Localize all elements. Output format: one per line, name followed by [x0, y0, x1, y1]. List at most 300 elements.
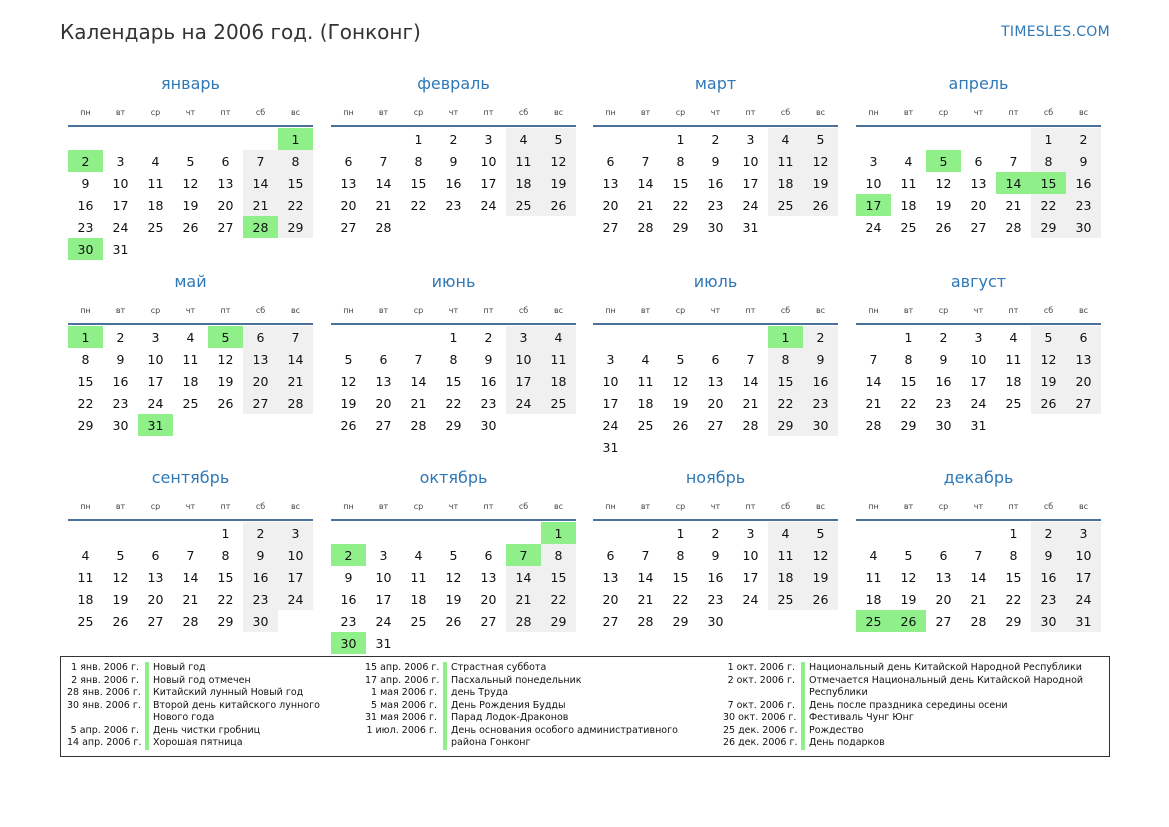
- weekday-label: вт: [115, 502, 126, 511]
- day-cell: 16: [1031, 566, 1066, 588]
- weekday-header: [856, 502, 1101, 516]
- day-cell: 18: [410, 591, 427, 607]
- month-block: [856, 272, 1101, 436]
- weekday-label: пн: [868, 502, 879, 511]
- weekday-label: вс: [1078, 306, 1089, 315]
- day-cell: 5: [676, 351, 685, 367]
- day-cell: 13: [1066, 348, 1101, 370]
- day-cell: 10: [970, 351, 987, 367]
- weekday-header: [856, 108, 1101, 122]
- weekday-header: [856, 306, 1101, 320]
- empty-cell: [366, 522, 401, 544]
- day-cell: 14: [637, 569, 654, 585]
- day-cell: 4: [81, 547, 90, 563]
- day-cell: 19: [445, 591, 462, 607]
- weekday-header: [331, 502, 576, 516]
- days-grid: [331, 326, 576, 436]
- weekday-label: ср: [150, 108, 161, 117]
- day-cell: 17: [147, 373, 164, 389]
- day-cell: 7: [243, 150, 278, 172]
- day-cell: 17: [1066, 566, 1101, 588]
- day-cell: 18: [182, 373, 199, 389]
- legend-holiday-name: День Рождения Будды: [443, 700, 713, 713]
- empty-cell: [856, 128, 891, 150]
- holiday-day-cell: 5: [926, 150, 961, 172]
- day-cell: 5: [1031, 326, 1066, 348]
- weekday-header: [331, 306, 576, 320]
- legend-date: 14 апр. 2006 г.: [67, 737, 142, 748]
- day-cell: 19: [935, 197, 952, 213]
- day-cell: 25: [506, 194, 541, 216]
- weekday-label: пн: [343, 502, 354, 511]
- day-cell: 24: [375, 613, 392, 629]
- empty-cell: [366, 128, 401, 150]
- day-cell: 5: [904, 547, 913, 563]
- holiday-day-cell: 1: [278, 128, 313, 150]
- weekday-header: [68, 306, 313, 320]
- legend-holiday-name: Страстная суббота: [443, 662, 713, 675]
- day-cell: 27: [340, 219, 357, 235]
- day-cell: 20: [340, 197, 357, 213]
- legend-holiday-name: Пасхальный понедельник: [443, 675, 713, 688]
- weekday-label: сб: [780, 502, 791, 511]
- day-cell: 22: [672, 591, 689, 607]
- weekday-label: вт: [115, 108, 126, 117]
- empty-cell: [366, 326, 401, 348]
- day-cell: 30: [707, 219, 724, 235]
- day-cell: 22: [445, 395, 462, 411]
- day-cell: 24: [865, 219, 882, 235]
- day-cell: 23: [445, 197, 462, 213]
- legend-item: [723, 675, 1091, 700]
- legend-item: [67, 662, 357, 675]
- day-cell: 26: [541, 194, 576, 216]
- weekday-label: ср: [675, 306, 686, 315]
- day-cell: 10: [742, 547, 759, 563]
- day-cell: 1: [904, 329, 913, 345]
- day-cell: 8: [1009, 547, 1018, 563]
- legend-date: 5 апр. 2006 г.: [70, 724, 139, 736]
- month-divider: [331, 323, 576, 325]
- legend-date: 1 мая 2006 г.: [371, 687, 437, 698]
- weekday-label: вт: [640, 502, 651, 511]
- day-cell: 2: [803, 326, 838, 348]
- day-cell: 19: [182, 197, 199, 213]
- month-name: сентябрь: [151, 468, 230, 487]
- day-cell: 6: [711, 351, 720, 367]
- month-divider: [593, 125, 838, 127]
- day-cell: 27: [375, 417, 392, 433]
- legend-holiday-name: Второй день китайского лунного Нового года: [145, 700, 357, 725]
- weekday-label: чт: [185, 502, 196, 511]
- day-cell: 9: [243, 544, 278, 566]
- legend-item: [67, 700, 357, 725]
- day-cell: 7: [641, 547, 650, 563]
- weekday-header: [331, 108, 576, 122]
- legend-date: 2 окт. 2006 г.: [727, 674, 795, 686]
- days-grid: [331, 128, 576, 238]
- month-divider: [856, 125, 1101, 127]
- day-cell: 24: [970, 395, 987, 411]
- day-cell: 27: [1066, 392, 1101, 414]
- day-cell: 1: [414, 131, 423, 147]
- day-cell: 2: [449, 131, 458, 147]
- day-cell: 22: [278, 194, 313, 216]
- day-cell: 25: [147, 219, 164, 235]
- day-cell: 3: [746, 525, 755, 541]
- day-cell: 4: [414, 547, 423, 563]
- holiday-day-cell: 2: [331, 544, 366, 566]
- day-cell: 6: [974, 153, 983, 169]
- day-cell: 26: [217, 395, 234, 411]
- day-cell: 12: [182, 175, 199, 191]
- day-cell: 5: [803, 522, 838, 544]
- day-cell: 4: [641, 351, 650, 367]
- day-cell: 24: [112, 219, 129, 235]
- day-cell: 27: [480, 613, 497, 629]
- month-divider: [68, 323, 313, 325]
- weekday-header: [68, 502, 313, 516]
- day-cell: 24: [1066, 588, 1101, 610]
- day-cell: 26: [935, 219, 952, 235]
- day-cell: 17: [480, 175, 497, 191]
- weekday-label: ср: [938, 502, 949, 511]
- day-cell: 6: [151, 547, 160, 563]
- weekday-label: пн: [80, 502, 91, 511]
- month-divider: [331, 125, 576, 127]
- weekday-header: [593, 502, 838, 516]
- day-cell: 6: [379, 351, 388, 367]
- empty-cell: [926, 522, 961, 544]
- weekday-label: ср: [675, 108, 686, 117]
- weekday-label: вт: [903, 108, 914, 117]
- day-cell: 11: [900, 175, 917, 191]
- day-cell: 22: [768, 392, 803, 414]
- day-cell: 3: [1066, 522, 1101, 544]
- empty-cell: [996, 128, 1031, 150]
- holiday-day-cell: 26: [891, 610, 926, 632]
- weekday-label: вт: [378, 108, 389, 117]
- day-cell: 29: [278, 216, 313, 238]
- day-cell: 24: [742, 197, 759, 213]
- day-cell: 20: [707, 395, 724, 411]
- days-grid: [68, 326, 313, 436]
- day-cell: 3: [116, 153, 125, 169]
- day-cell: 9: [803, 348, 838, 370]
- day-cell: 4: [506, 128, 541, 150]
- day-cell: 25: [77, 613, 94, 629]
- day-cell: 26: [803, 588, 838, 610]
- empty-cell: [138, 522, 173, 544]
- weekday-label: вс: [815, 502, 826, 511]
- day-cell: 7: [379, 153, 388, 169]
- day-cell: 3: [151, 329, 160, 345]
- month-divider: [68, 519, 313, 521]
- weekday-label: сб: [1043, 108, 1054, 117]
- day-cell: 25: [1005, 395, 1022, 411]
- day-cell: 30: [480, 417, 497, 433]
- day-cell: 9: [81, 175, 90, 191]
- legend-item: [723, 712, 1091, 725]
- day-cell: 31: [602, 439, 619, 455]
- weekday-label: пт: [483, 502, 494, 511]
- day-cell: 21: [506, 588, 541, 610]
- day-cell: 31: [1066, 610, 1101, 632]
- weekday-label: ср: [413, 502, 424, 511]
- holiday-day-cell: 28: [243, 216, 278, 238]
- day-cell: 21: [182, 591, 199, 607]
- day-cell: 8: [221, 547, 230, 563]
- month-name: июль: [693, 272, 738, 291]
- day-cell: 13: [243, 348, 278, 370]
- day-cell: 12: [935, 175, 952, 191]
- day-cell: 8: [541, 544, 576, 566]
- day-cell: 19: [541, 172, 576, 194]
- day-cell: 30: [243, 610, 278, 632]
- empty-cell: [663, 326, 698, 348]
- legend-holiday-name: Отмечается Национальный день Китайской Народной Республики: [801, 675, 1091, 700]
- weekday-header: [593, 108, 838, 122]
- day-cell: 22: [541, 588, 576, 610]
- day-cell: 20: [217, 197, 234, 213]
- day-cell: 24: [278, 588, 313, 610]
- day-cell: 16: [112, 373, 129, 389]
- day-cell: 11: [77, 569, 94, 585]
- day-cell: 16: [480, 373, 497, 389]
- day-cell: 20: [1066, 370, 1101, 392]
- empty-cell: [593, 326, 628, 348]
- day-cell: 23: [707, 591, 724, 607]
- holiday-day-cell: 7: [506, 544, 541, 566]
- month-block: [856, 468, 1101, 632]
- day-cell: 17: [112, 197, 129, 213]
- day-cell: 16: [243, 566, 278, 588]
- month-block: [593, 272, 838, 458]
- empty-cell: [471, 522, 506, 544]
- legend-holiday-name: Новый год: [145, 662, 357, 675]
- day-cell: 15: [77, 373, 94, 389]
- day-cell: 17: [602, 395, 619, 411]
- day-cell: 1: [676, 525, 685, 541]
- month-name: октябрь: [419, 468, 488, 487]
- weekday-label: чт: [448, 502, 459, 511]
- day-cell: 3: [974, 329, 983, 345]
- weekday-label: пт: [745, 108, 756, 117]
- day-cell: 21: [637, 591, 654, 607]
- legend-holiday-name: Китайский лунный Новый год: [145, 687, 357, 700]
- day-cell: 16: [77, 197, 94, 213]
- day-cell: 4: [904, 153, 913, 169]
- weekday-label: вс: [553, 108, 564, 117]
- day-cell: 14: [637, 175, 654, 191]
- day-cell: 21: [1005, 197, 1022, 213]
- day-cell: 4: [768, 522, 803, 544]
- page-title: Календарь на 2006 год. (Гонконг): [60, 20, 421, 44]
- day-cell: 28: [182, 613, 199, 629]
- day-cell: 4: [186, 329, 195, 345]
- weekday-label: пт: [220, 306, 231, 315]
- day-cell: 7: [869, 351, 878, 367]
- month-name: январь: [161, 74, 220, 93]
- days-grid: [593, 128, 838, 238]
- month-divider: [331, 519, 576, 521]
- day-cell: 13: [707, 373, 724, 389]
- day-cell: 14: [506, 566, 541, 588]
- day-cell: 29: [445, 417, 462, 433]
- empty-cell: [68, 128, 103, 150]
- holiday-day-cell: 31: [138, 414, 173, 436]
- empty-cell: [891, 522, 926, 544]
- day-cell: 2: [116, 329, 125, 345]
- empty-cell: [68, 522, 103, 544]
- weekday-label: чт: [185, 108, 196, 117]
- day-cell: 9: [939, 351, 948, 367]
- legend-date: 7 окт. 2006 г.: [727, 699, 795, 711]
- month-block: [331, 74, 576, 238]
- day-cell: 5: [116, 547, 125, 563]
- day-cell: 13: [147, 569, 164, 585]
- day-cell: 11: [637, 373, 654, 389]
- weekday-label: пт: [745, 502, 756, 511]
- day-cell: 18: [865, 591, 882, 607]
- legend-item: [365, 675, 713, 688]
- month-block: [331, 468, 576, 654]
- day-cell: 4: [768, 128, 803, 150]
- day-cell: 26: [803, 194, 838, 216]
- day-cell: 26: [445, 613, 462, 629]
- day-cell: 29: [768, 414, 803, 436]
- day-cell: 27: [707, 417, 724, 433]
- weekday-label: вт: [378, 306, 389, 315]
- day-cell: 7: [974, 547, 983, 563]
- day-cell: 2: [711, 525, 720, 541]
- day-cell: 9: [711, 547, 720, 563]
- weekday-label: вс: [290, 306, 301, 315]
- empty-cell: [926, 128, 961, 150]
- empty-cell: [593, 522, 628, 544]
- weekday-label: сб: [255, 306, 266, 315]
- legend-item: [365, 700, 713, 713]
- day-cell: 18: [147, 197, 164, 213]
- day-cell: 16: [803, 370, 838, 392]
- days-grid: [856, 326, 1101, 436]
- legend-item: [365, 687, 713, 700]
- weekday-label: чт: [973, 502, 984, 511]
- day-cell: 15: [278, 172, 313, 194]
- day-cell: 31: [112, 241, 129, 257]
- day-cell: 9: [1066, 150, 1101, 172]
- day-cell: 23: [1031, 588, 1066, 610]
- day-cell: 21: [278, 370, 313, 392]
- day-cell: 22: [77, 395, 94, 411]
- legend-date: 1 июл. 2006 г.: [366, 724, 437, 736]
- legend-date: 2 янв. 2006 г.: [71, 674, 139, 686]
- day-cell: 15: [768, 370, 803, 392]
- day-cell: 15: [672, 569, 689, 585]
- day-cell: 2: [1066, 128, 1101, 150]
- weekday-label: ср: [675, 502, 686, 511]
- day-cell: 3: [606, 351, 615, 367]
- legend-holiday-name: Парад Лодок-Драконов: [443, 712, 713, 725]
- weekday-label: вс: [815, 306, 826, 315]
- day-cell: 28: [278, 392, 313, 414]
- day-cell: 14: [278, 348, 313, 370]
- weekday-label: пн: [868, 108, 879, 117]
- day-cell: 2: [484, 329, 493, 345]
- month-name: июнь: [431, 272, 476, 291]
- weekday-label: чт: [973, 306, 984, 315]
- day-cell: 24: [506, 392, 541, 414]
- day-cell: 25: [768, 588, 803, 610]
- day-cell: 5: [449, 547, 458, 563]
- day-cell: 21: [865, 395, 882, 411]
- day-cell: 29: [1031, 216, 1066, 238]
- day-cell: 1: [449, 329, 458, 345]
- day-cell: 1: [221, 525, 230, 541]
- day-cell: 25: [182, 395, 199, 411]
- empty-cell: [628, 522, 663, 544]
- weekday-label: ср: [413, 306, 424, 315]
- day-cell: 30: [112, 417, 129, 433]
- day-cell: 13: [602, 569, 619, 585]
- day-cell: 28: [637, 219, 654, 235]
- weekday-label: ср: [938, 306, 949, 315]
- legend-date: 28 янв. 2006 г.: [67, 687, 141, 698]
- day-cell: 8: [1031, 150, 1066, 172]
- weekday-label: ср: [150, 306, 161, 315]
- day-cell: 3: [869, 153, 878, 169]
- day-cell: 5: [344, 351, 353, 367]
- day-cell: 6: [606, 547, 615, 563]
- days-grid: [68, 128, 313, 260]
- day-cell: 19: [672, 395, 689, 411]
- holiday-day-cell: 1: [768, 326, 803, 348]
- day-cell: 15: [217, 569, 234, 585]
- day-cell: 28: [410, 417, 427, 433]
- empty-cell: [506, 522, 541, 544]
- day-cell: 14: [865, 373, 882, 389]
- day-cell: 16: [707, 175, 724, 191]
- day-cell: 14: [970, 569, 987, 585]
- day-cell: 8: [449, 351, 458, 367]
- empty-cell: [173, 128, 208, 150]
- day-cell: 21: [637, 197, 654, 213]
- day-cell: 18: [506, 172, 541, 194]
- weekday-label: сб: [1043, 306, 1054, 315]
- holiday-day-cell: 30: [68, 238, 103, 260]
- day-cell: 17: [970, 373, 987, 389]
- day-cell: 31: [742, 219, 759, 235]
- day-cell: 31: [970, 417, 987, 433]
- legend-item: [723, 725, 1091, 738]
- day-cell: 6: [243, 326, 278, 348]
- day-cell: 14: [375, 175, 392, 191]
- day-cell: 22: [217, 591, 234, 607]
- site-logo[interactable]: TIMESLES.COM: [1001, 24, 1110, 40]
- weekday-label: вс: [1078, 502, 1089, 511]
- day-cell: 19: [112, 591, 129, 607]
- empty-cell: [243, 128, 278, 150]
- weekday-label: вт: [115, 306, 126, 315]
- day-cell: 23: [935, 395, 952, 411]
- day-cell: 19: [1031, 370, 1066, 392]
- weekday-label: ср: [150, 502, 161, 511]
- day-cell: 24: [742, 591, 759, 607]
- day-cell: 18: [541, 370, 576, 392]
- legend-item: [365, 725, 713, 750]
- holiday-legend: [60, 656, 1110, 757]
- day-cell: 12: [900, 569, 917, 585]
